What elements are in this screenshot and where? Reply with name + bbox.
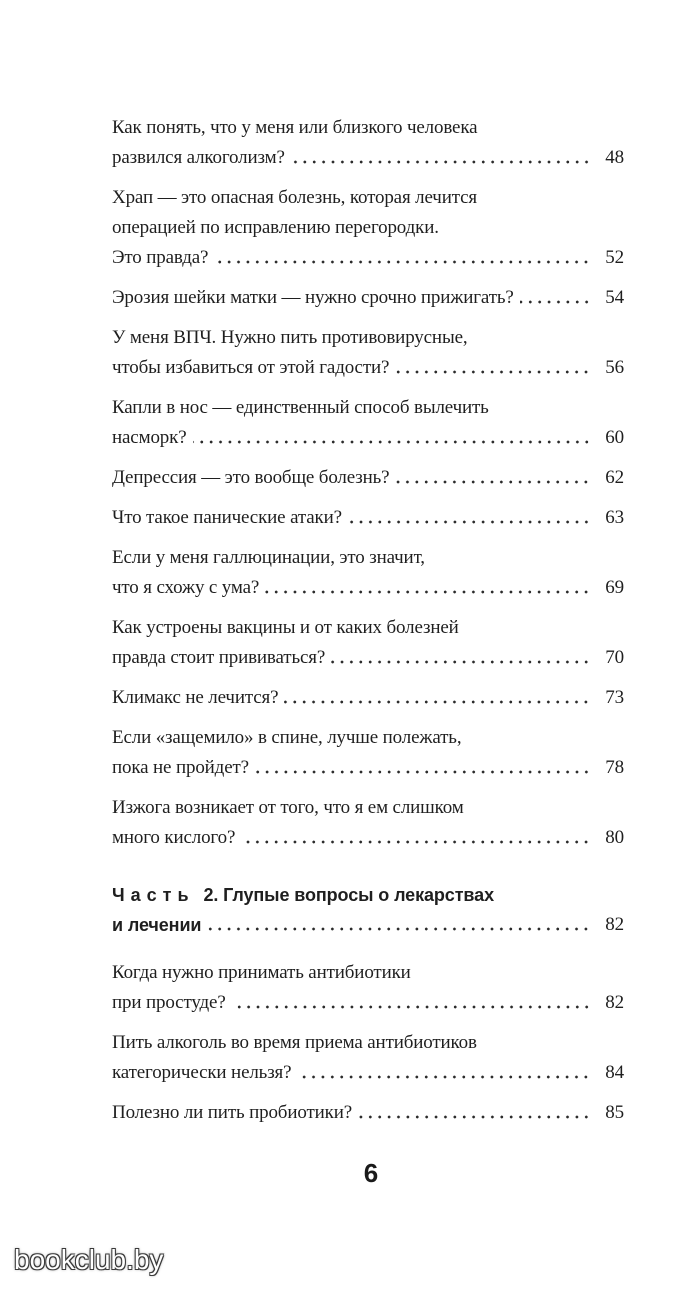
toc-page-number: 62 [605,467,624,488]
toc-entry [112,1028,624,1088]
toc-entry-text: правда стоит прививаться? [112,647,326,668]
toc-page-number: 84 [605,1062,624,1083]
toc-entry [112,683,624,713]
toc-page-number: 69 [605,577,624,598]
toc-entry [112,283,624,313]
toc-entry [112,543,624,603]
toc-page-number: 80 [605,827,624,848]
table-of-contents [112,113,624,1138]
toc-page-number: 56 [605,357,624,378]
toc-entry-last-line [112,823,624,853]
toc-entry-text: Капли в нос — единственный способ вылечить [112,397,489,418]
toc-entry-text: Эрозия шейки матки — нужно срочно прижигать? [112,287,514,308]
toc-page-number: 78 [605,757,624,778]
dot-leader [395,370,591,374]
part-title-continuation: и лечении [112,915,202,935]
toc-entry-text: Депрессия — это вообще болезнь? [112,467,390,488]
page-number: 6 [363,1158,379,1188]
dot-leader [284,700,591,704]
toc-entry-last-line [112,463,624,493]
toc-page-number: 73 [605,687,624,708]
dot-leader [331,660,591,664]
dot-leader [193,440,591,444]
dot-leader [241,840,591,844]
toc-entry-text: чтобы избавиться от этой гадости? [112,357,390,378]
toc-entry-text: развился алкоголизм? [112,147,285,168]
toc-entry [112,463,624,493]
toc-entry [112,958,624,1018]
toc-entry-last-line [112,243,624,273]
dot-leader [395,480,591,484]
toc-entry-last-line [112,643,624,673]
toc-entry-text: Храп — это опасная болезнь, которая лечится [112,187,477,208]
toc-entry-text: пока не пройдет? [112,757,249,778]
toc-page-number: 52 [605,247,624,268]
toc-entry-text: при простуде? [112,992,226,1013]
toc-page-number: 60 [605,427,624,448]
toc-entry-text: Если «защемило» в спине, лучше полежать, [112,727,462,748]
part-heading [112,880,624,940]
toc-entry-last-line [112,573,624,603]
toc-entry-text: что я схожу с ума? [112,577,260,598]
toc-entry-last-line [112,423,624,453]
toc-entry-last-line [112,353,624,383]
toc-entry-last-line [112,683,624,713]
toc-entry [112,113,624,173]
toc-entry [112,1098,624,1128]
toc-entry-text: категорически нельзя? [112,1062,292,1083]
toc-page-number: 85 [605,1102,624,1123]
dot-leader [358,1115,591,1119]
toc-entry [112,793,624,853]
dot-leader [214,260,591,264]
toc-entry-text: Это правда? [112,247,209,268]
dot-leader [297,1075,591,1079]
toc-entry [112,393,624,453]
toc-page-number: 48 [605,147,624,168]
dot-leader [255,770,591,774]
toc-entry [112,183,624,273]
dot-leader [520,300,591,304]
toc-entry-text: много кислого? [112,827,236,848]
toc-entry-last-line [112,503,624,533]
toc-entry-last-line [112,1058,624,1088]
toc-entry [112,323,624,383]
toc-page-number: 54 [605,287,624,308]
toc-entry-text: Если у меня галлюцинации, это значит, [112,547,425,568]
toc-page-number: 70 [605,647,624,668]
toc-entry-text: Что такое панические атаки? [112,507,342,528]
toc-entry-last-line [112,1098,624,1128]
toc-entry-text: Как устроены вакцины и от каких болезней [112,617,459,638]
dot-leader [348,520,591,524]
toc-page-number: 63 [605,507,624,528]
toc-entry-text: насморк? [112,427,187,448]
toc-entry-last-line [112,283,624,313]
dot-leader [291,160,591,164]
toc-entry-text: Изжога возникает от того, что я ем слишком [112,797,464,818]
toc-entry-text: У меня ВПЧ. Нужно пить противовирусные, [112,327,468,348]
dot-leader [232,1005,591,1009]
toc-entry-text: Когда нужно принимать антибиотики [112,962,411,983]
toc-entry-text: операцией по исправлению перегородки. [112,217,439,238]
toc-page-number: 82 [605,992,624,1013]
toc-entry-last-line [112,143,624,173]
toc-entry-last-line [112,988,624,1018]
toc-entry [112,503,624,533]
watermark: bookclub.by [14,1244,164,1275]
toc-entry-text: Климакс не лечится? [112,687,279,708]
part-heading-line [112,880,624,910]
part-title: 2. Глупые вопросы о лекарствах [203,885,494,905]
toc-entry-text: Как понять, что у меня или близкого человека [112,117,478,138]
part-heading-last-line [112,910,624,940]
toc-entry-text: Полезно ли пить пробиотики? [112,1102,352,1123]
toc-page-number: 82 [605,914,624,935]
toc-entry-text: Пить алкоголь во время приема антибиотиков [112,1032,477,1053]
dot-leader [265,590,591,594]
toc-entry-last-line [112,753,624,783]
part-label: Часть [112,885,195,905]
toc-entry [112,723,624,783]
toc-entry [112,613,624,673]
dot-leader [207,927,591,931]
